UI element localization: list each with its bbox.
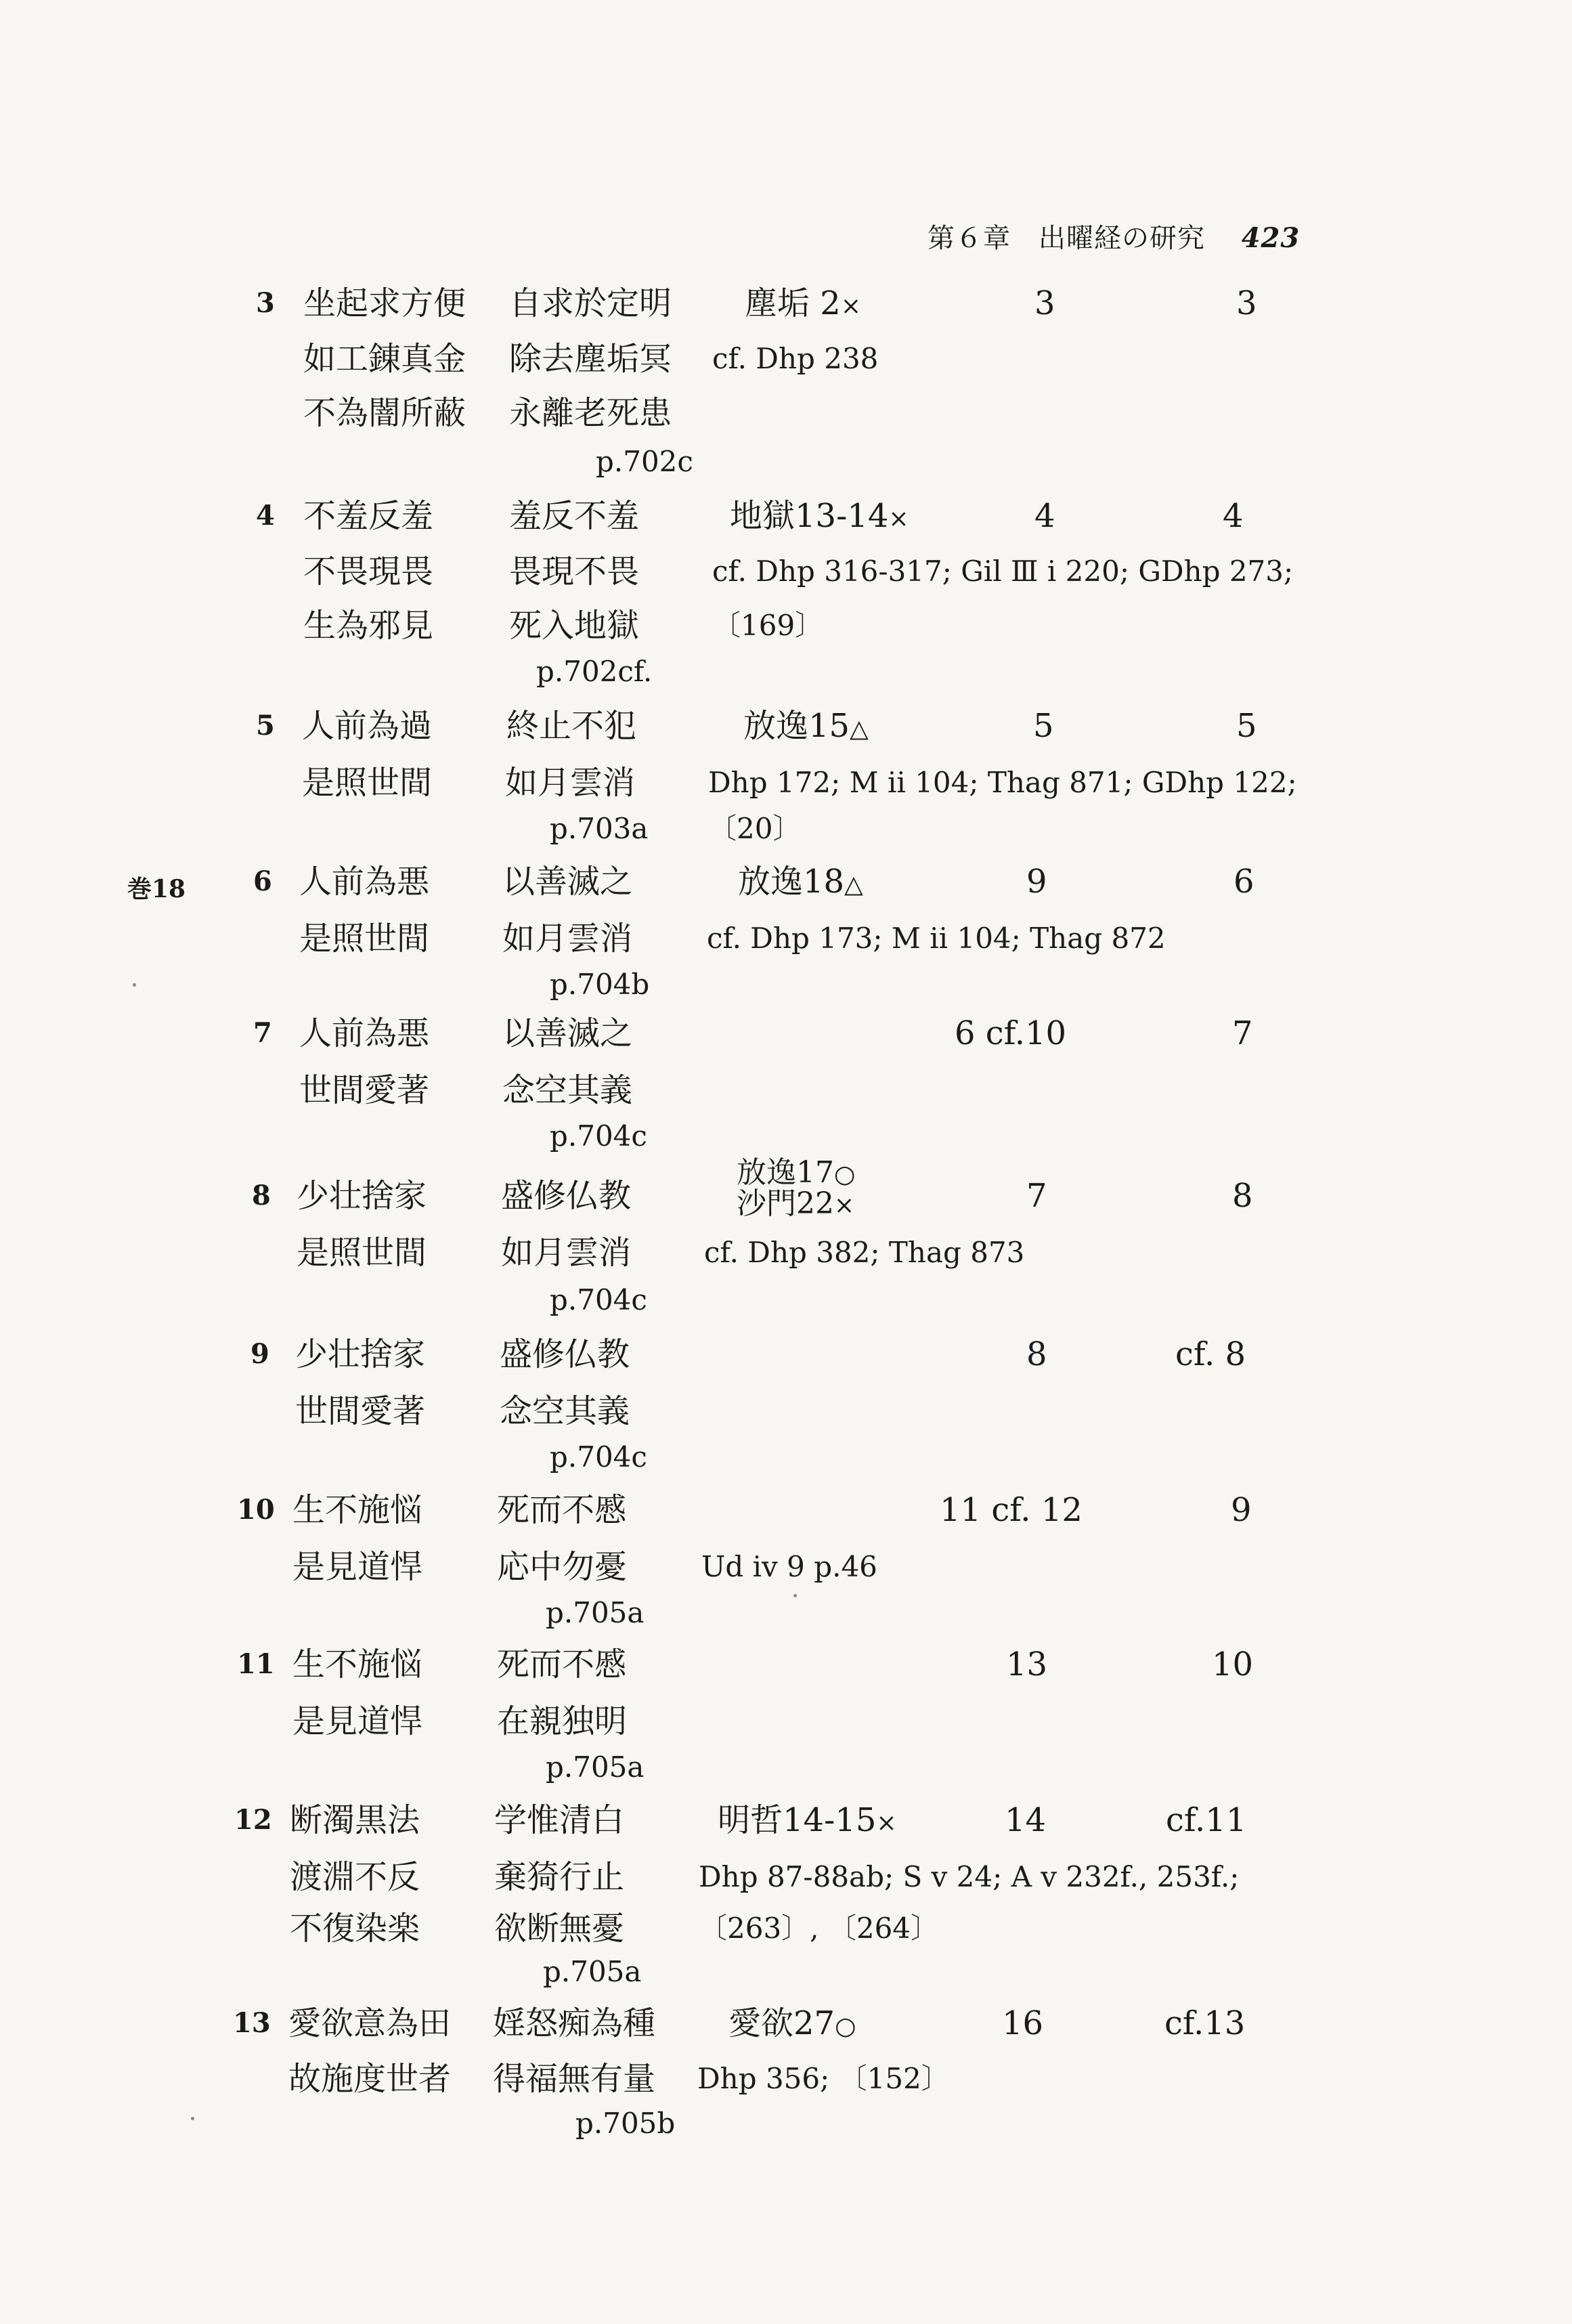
- verse-a: 少壮捨家: [297, 1177, 427, 1215]
- reference: 〔20〕: [708, 812, 802, 845]
- verse-b: 自求於定明: [509, 284, 672, 322]
- mark-cross: ×: [834, 1192, 855, 1220]
- entry-number: 5: [256, 710, 275, 741]
- page-ref: p.704b: [550, 968, 650, 1001]
- verse-a: 世間愛著: [299, 1071, 430, 1109]
- volume-label: 巻18: [127, 875, 186, 903]
- scan-speck: [793, 1594, 797, 1597]
- scan-speck: [133, 983, 136, 987]
- entry-number: 9: [250, 1338, 269, 1370]
- verse-b: 以善滅之: [502, 1014, 633, 1052]
- mark-triangle: △: [850, 715, 869, 743]
- col-d: 14: [1005, 1801, 1047, 1839]
- reference: cf. Dhp 316-317; Gil Ⅲ i 220; GDhp 273;: [712, 555, 1294, 588]
- reference: 〔169〕: [712, 609, 824, 642]
- col-d: 13: [1006, 1645, 1048, 1683]
- col-d: 3: [1034, 284, 1055, 322]
- page-header: [927, 217, 1300, 255]
- verse-a: 愛欲意為田: [288, 2004, 452, 2042]
- parallel: 地獄13-14×: [730, 497, 909, 535]
- entry-number: 8: [252, 1180, 271, 1211]
- verse-a: 生不施悩: [292, 1491, 423, 1529]
- reference: Dhp 356; 〔152〕: [697, 2062, 950, 2095]
- parallel: 放逸17○: [737, 1155, 856, 1190]
- verse-a: 是照世間: [302, 764, 433, 802]
- verse-a: 不羞反羞: [303, 497, 434, 535]
- verse-a: 少壮捨家: [295, 1335, 426, 1373]
- col-d: 11 cf. 12: [940, 1491, 1083, 1529]
- verse-b: 死入地獄: [509, 607, 640, 645]
- verse-b: 以善滅之: [502, 863, 633, 901]
- verse-a: 坐起求方便: [303, 284, 466, 322]
- page-ref: p.704c: [550, 1119, 647, 1153]
- verse-a: 是照世間: [297, 1234, 427, 1272]
- verse-a: 世間愛著: [295, 1392, 426, 1430]
- verse-b: 畏現不畏: [509, 553, 640, 590]
- reference: cf. Dhp 238: [712, 342, 879, 375]
- col-e: cf. 8: [1175, 1335, 1246, 1373]
- verse-b: 欲断無憂: [494, 1910, 625, 1948]
- verse-a: 人前為悪: [299, 1014, 430, 1052]
- page-ref: p.705a: [546, 1750, 645, 1784]
- verse-b: 念空其義: [500, 1392, 630, 1430]
- entry-number: 7: [253, 1017, 272, 1049]
- page-ref: p.705a: [546, 1596, 645, 1629]
- page-ref: p.705b: [575, 2107, 676, 2140]
- verse-a: 生為邪見: [303, 607, 434, 645]
- chapter-title: 第６章 出曜経の研究: [927, 223, 1205, 254]
- page-ref: p.704c: [550, 1283, 647, 1316]
- page-ref: p.703a: [550, 812, 649, 845]
- verse-a: 生不施悩: [292, 1645, 423, 1683]
- verse-a: 不為闇所蔽: [303, 394, 466, 432]
- verse-b: 念空其義: [502, 1071, 633, 1109]
- reference: Dhp 87-88ab; S v 24; A v 232f., 253f.;: [699, 1860, 1240, 1893]
- verse-a: 是見道悍: [292, 1702, 423, 1740]
- verse-b: 学惟清白: [494, 1801, 625, 1839]
- col-e: 3: [1236, 284, 1257, 322]
- parallel: 放逸15△: [743, 707, 869, 745]
- col-e: 9: [1231, 1491, 1252, 1529]
- entry-number: 11: [237, 1648, 275, 1680]
- reference: cf. Dhp 173; M ii 104; Thag 872: [707, 922, 1166, 955]
- parallel: 塵垢 2×: [745, 284, 861, 322]
- verse-a: 是照世間: [299, 920, 430, 957]
- col-e: 8: [1232, 1177, 1253, 1215]
- page-number: 423: [1241, 222, 1301, 254]
- verse-a: 不畏現畏: [303, 553, 434, 590]
- verse-a: 渡淵不反: [290, 1858, 420, 1896]
- col-e: 5: [1236, 707, 1257, 745]
- parallel: 愛欲27○: [728, 2004, 856, 2042]
- scan-speck: [191, 2117, 194, 2120]
- mark-circle: ○: [834, 1161, 856, 1188]
- verse-b: 如月雲消: [505, 764, 636, 802]
- verse-b: 盛修仏教: [501, 1177, 632, 1215]
- page-ref: p.702cf.: [536, 655, 653, 688]
- entry-number: 10: [237, 1494, 275, 1526]
- mark-cross: ×: [840, 293, 861, 320]
- verse-a: 不復染楽: [290, 1910, 420, 1948]
- page-ref: p.704c: [550, 1440, 647, 1473]
- reference: Dhp 172; M ii 104; Thag 871; GDhp 122;: [708, 766, 1297, 799]
- verse-a: 人前為悪: [299, 863, 430, 901]
- verse-b: 死而不慼: [497, 1645, 628, 1683]
- verse-b: 除去塵垢冥: [509, 340, 672, 378]
- col-e: cf.13: [1164, 2004, 1246, 2042]
- verse-b: 盛修仏教: [500, 1335, 630, 1373]
- page-ref: p.702c: [596, 445, 693, 478]
- parallel-2: 沙門22×: [737, 1186, 855, 1221]
- col-e: 10: [1212, 1645, 1254, 1683]
- col-d: 5: [1033, 707, 1054, 745]
- col-d: 4: [1034, 497, 1055, 535]
- col-d: 7: [1026, 1177, 1047, 1215]
- entry-number: 12: [234, 1804, 272, 1836]
- mark-triangle: △: [844, 871, 863, 899]
- verse-b: 如月雲消: [502, 920, 633, 957]
- mark-cross: ×: [888, 505, 909, 533]
- entry-number: 3: [256, 287, 275, 319]
- verse-a: 如工錬真金: [303, 340, 466, 378]
- col-e: 6: [1233, 863, 1254, 901]
- page-ref: p.705a: [543, 1955, 642, 1988]
- parallel: 明哲14-15×: [718, 1801, 897, 1839]
- verse-b: 棄猗行止: [494, 1858, 625, 1896]
- verse-a: 故施度世者: [288, 2060, 452, 2098]
- parallel: 放逸18△: [738, 863, 863, 901]
- col-d: 8: [1026, 1335, 1047, 1373]
- verse-b: 終止不犯: [506, 707, 637, 745]
- entry-number: 4: [256, 500, 275, 532]
- col-e: 7: [1232, 1014, 1253, 1052]
- verse-a: 断濁黒法: [290, 1801, 420, 1839]
- entry-number: 13: [233, 2007, 271, 2039]
- verse-b: 得福無有量: [493, 2060, 656, 2098]
- reference: Ud iv 9 p.46: [701, 1550, 877, 1583]
- verse-b: 応中勿憂: [497, 1548, 628, 1586]
- col-e: cf.11: [1166, 1801, 1247, 1839]
- verse-b: 死而不慼: [497, 1491, 628, 1529]
- reference: 〔263〕, 〔264〕: [699, 1912, 940, 1945]
- verse-b: 婬怒痴為種: [493, 2004, 656, 2042]
- reference: cf. Dhp 382; Thag 873: [704, 1236, 1025, 1269]
- col-d: 9: [1026, 863, 1047, 901]
- entry-number: 6: [253, 865, 272, 897]
- col-d: 16: [1002, 2004, 1044, 2042]
- verse-b: 在親独明: [497, 1702, 628, 1740]
- verse-a: 人前為過: [302, 707, 433, 745]
- col-e: 4: [1223, 497, 1244, 535]
- verse-b: 如月雲消: [501, 1234, 632, 1272]
- col-d: 6 cf.10: [955, 1014, 1067, 1052]
- mark-cross: ×: [876, 1809, 897, 1837]
- mark-circle: ○: [835, 2013, 856, 2040]
- verse-b: 羞反不羞: [509, 497, 640, 535]
- verse-a: 是見道悍: [292, 1548, 423, 1586]
- verse-b: 永離老死患: [509, 394, 672, 432]
